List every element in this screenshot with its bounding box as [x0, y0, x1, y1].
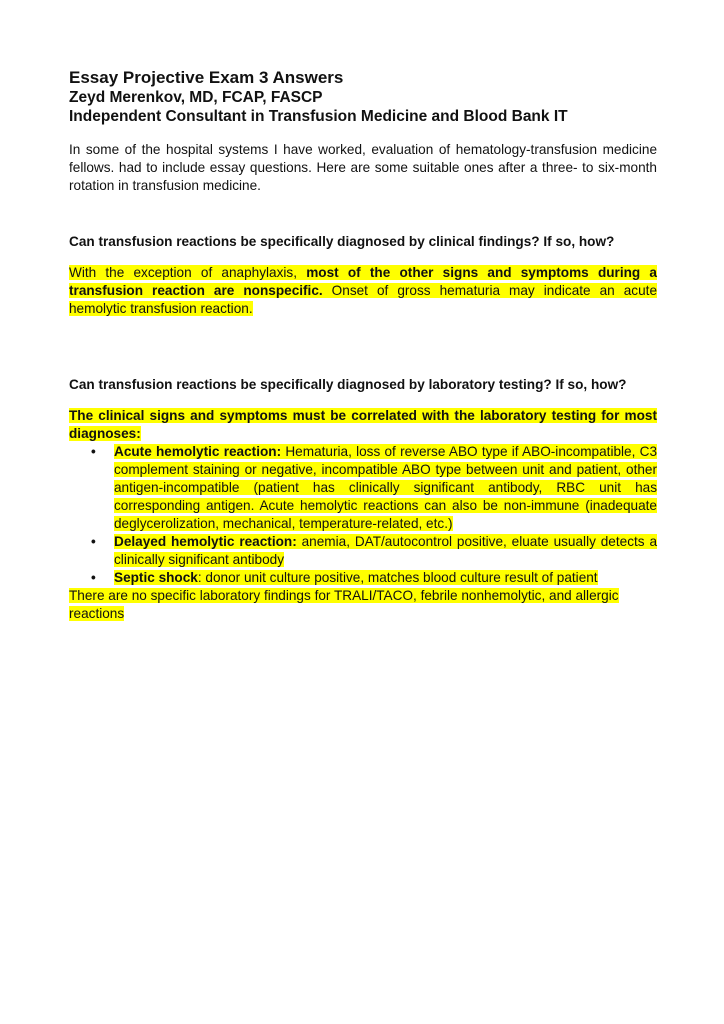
- list-item-term: Acute hemolytic reaction:: [114, 444, 282, 459]
- answer-1: [69, 264, 657, 318]
- affiliation-line: Independent Consultant in Transfusion Medicine and Blood Bank IT: [69, 108, 568, 125]
- list-item-term: Delayed hemolytic reaction:: [114, 534, 297, 549]
- intro-paragraph: In some of the hospital systems I have worked, evaluation of hematology-transfusion medicine fellows. had to include essay questions. Here are some suitable ones after a three- to six-month rotation in transfusion medicine.: [69, 142, 657, 193]
- list-item-text: Hematuria, loss of reverse ABO type if ABO-incompatible, C3 complement staining or negative, incompatible ABO type between unit and patient, other antigen-incompatible (patient has clinically significant antibody, RBC unit has corresponding antigen. Acute hemolytic reactions can also be non-immune (inadequate deglycerolization, mechanical, temperature-related, etc.): [114, 444, 658, 531]
- answer-1-part1: With the exception of anaphylaxis,: [69, 265, 307, 280]
- author-line: Zeyd Merenkov, MD, FCAP, FASCP: [69, 89, 323, 106]
- list-item: [69, 443, 657, 533]
- answer-2-lead: [69, 407, 657, 443]
- answer-1-bold: most of the other signs and symptoms during a transfusion reaction are nonspecific.: [69, 265, 657, 298]
- question-2: Can transfusion reactions be specifically diagnosed by laboratory testing? If so, how?: [69, 377, 627, 392]
- list-item-text: : donor unit culture positive, matches blood culture result of patient: [197, 570, 598, 585]
- reaction-list: [69, 443, 657, 587]
- list-item: [69, 533, 657, 569]
- document-title: Essay Projective Exam 3 Answers: [69, 68, 344, 87]
- bullet-icon: •: [91, 444, 96, 459]
- bullet-icon: •: [91, 534, 96, 549]
- answer-2-tail: [69, 587, 657, 623]
- document-page: [69, 68, 657, 623]
- list-item-term: Septic shock: [114, 570, 198, 585]
- list-item: [69, 569, 657, 587]
- answer-1-part2: Onset of gross hematuria may indicate an acute hemolytic transfusion reaction.: [69, 283, 657, 316]
- bullet-icon: •: [91, 570, 96, 585]
- answer-2-tail-text: There are no specific laboratory findings for TRALI/TACO, febrile nonhemolytic, and allergic reactions: [69, 588, 619, 621]
- list-item-text: anemia, DAT/autocontrol positive, eluate usually detects a clinically significant antibody: [114, 534, 658, 567]
- question-1: Can transfusion reactions be specifically diagnosed by clinical findings? If so, how?: [69, 234, 615, 249]
- answer-2-lead-text: The clinical signs and symptoms must be correlated with the laboratory testing for most diagnoses:: [69, 408, 657, 441]
